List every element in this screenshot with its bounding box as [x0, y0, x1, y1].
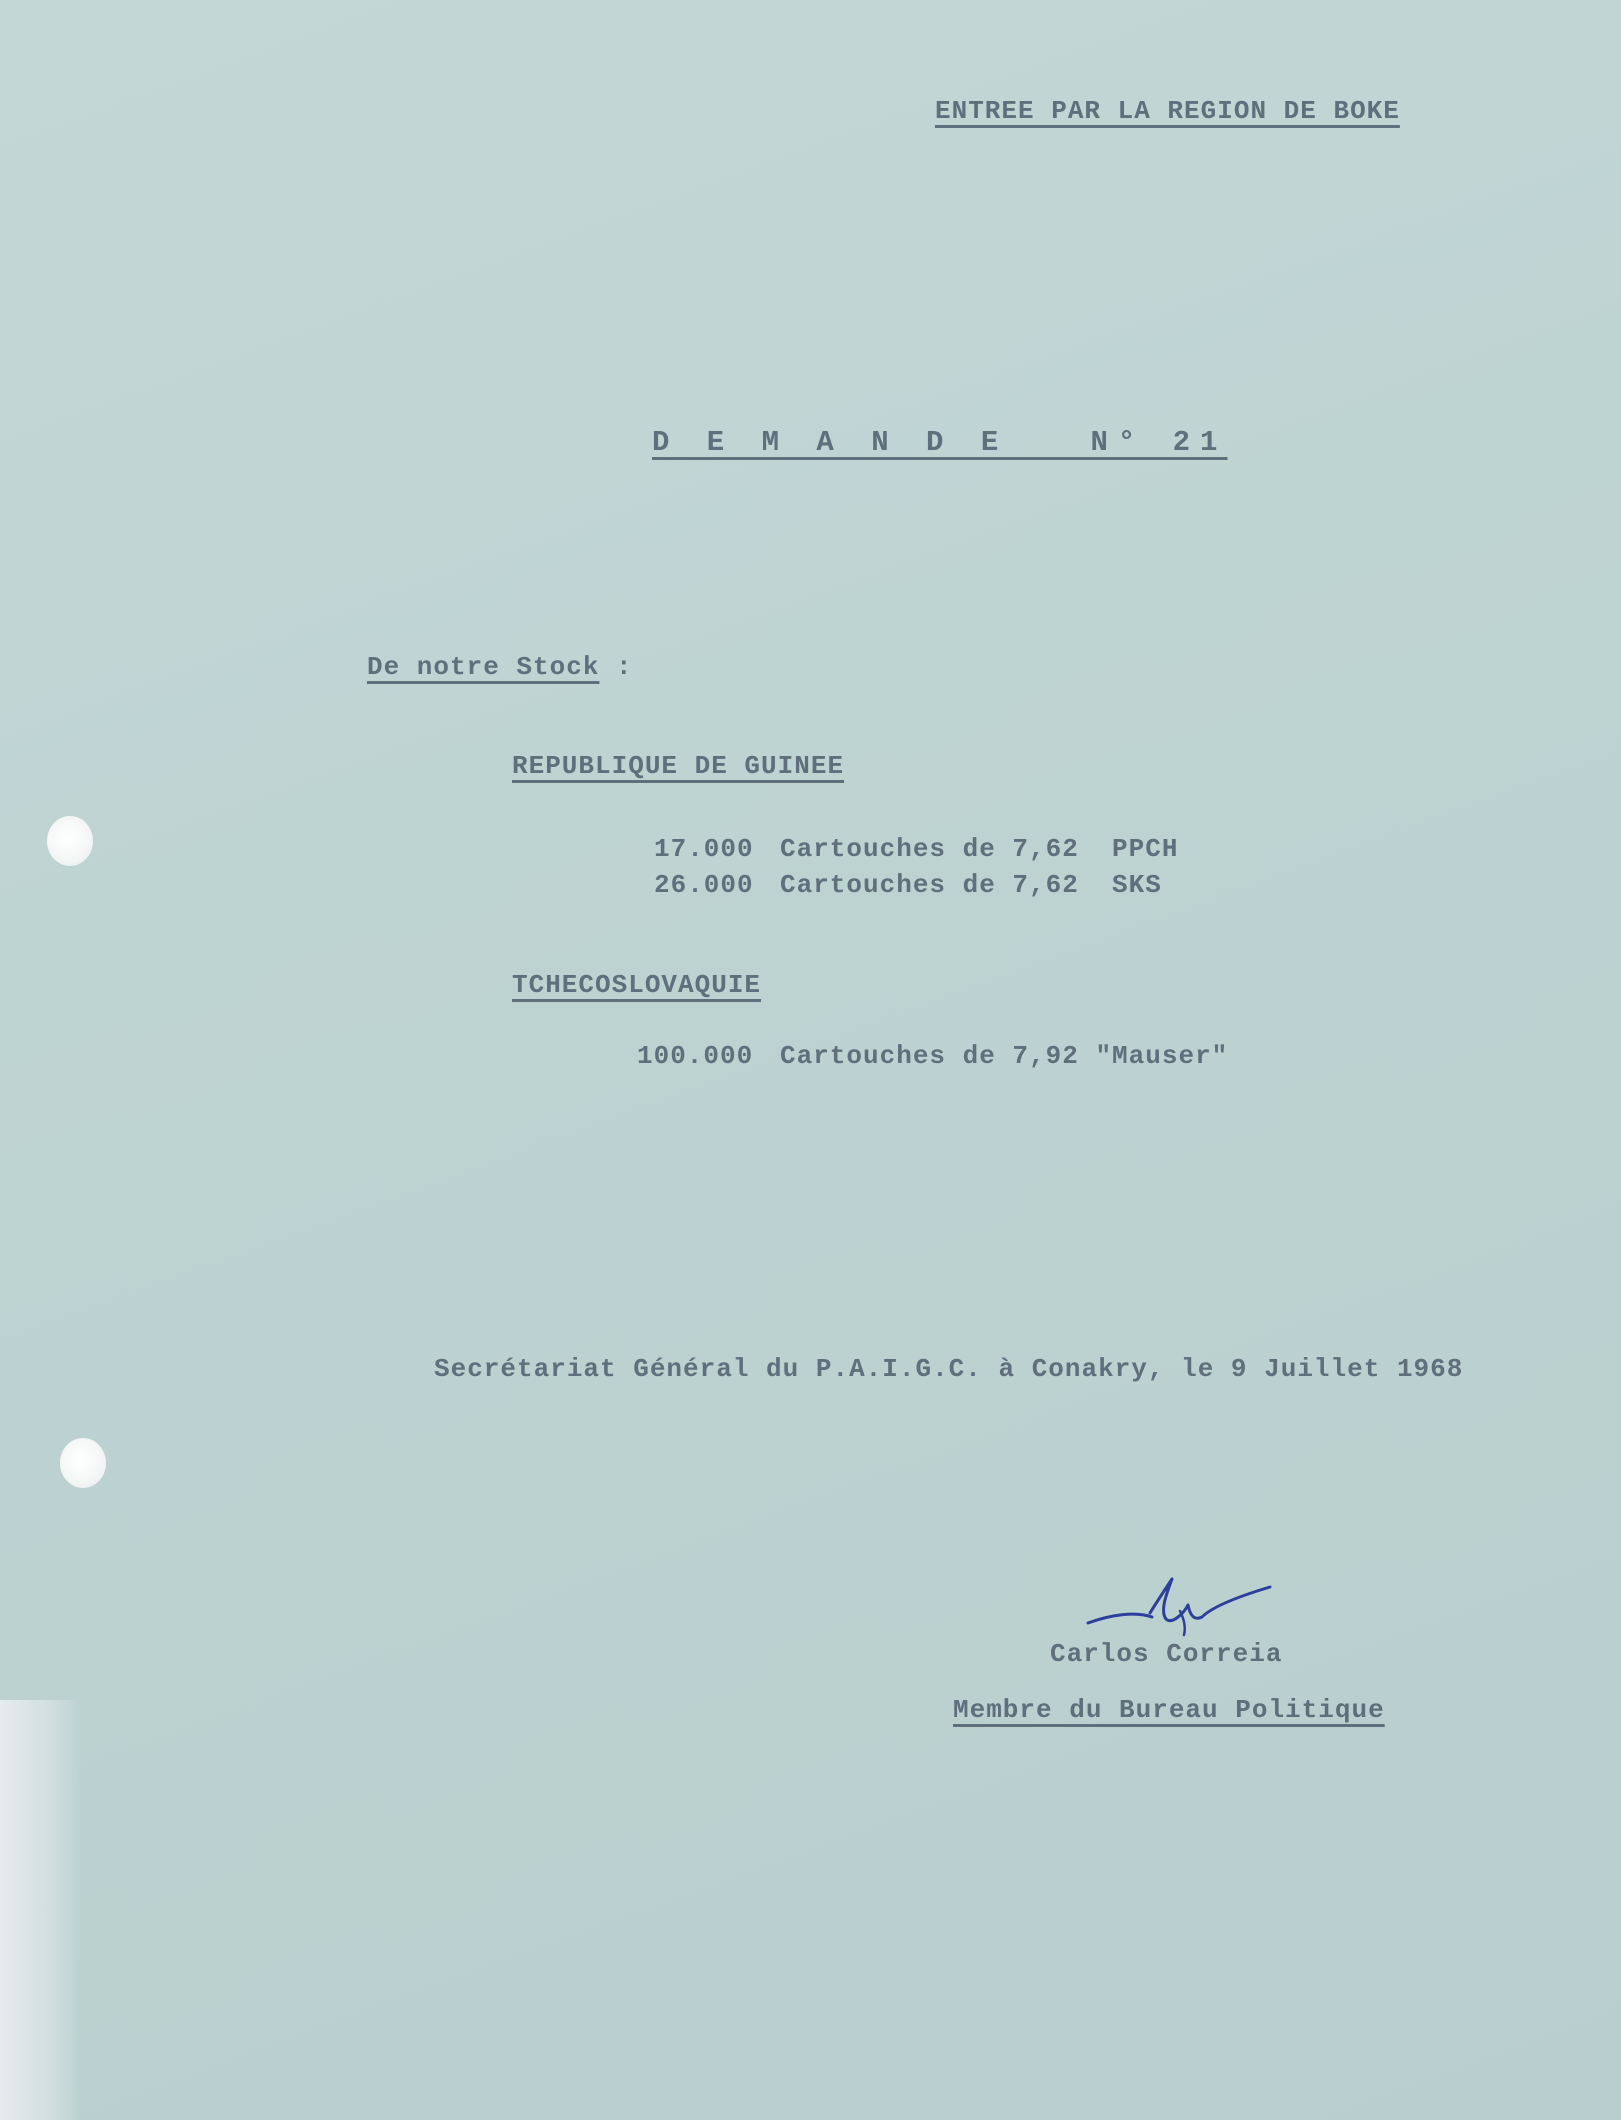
item-description: Cartouches de 7,92 "Mauser"	[780, 1041, 1229, 1071]
section-colon: :	[616, 652, 633, 682]
punch-hole-icon	[47, 816, 93, 866]
page-title: D E M A N D E N° 21	[652, 426, 1228, 459]
item-quantity: 26.000	[654, 870, 754, 900]
handwritten-signature-icon	[1080, 1575, 1280, 1645]
item-quantity: 100.000	[637, 1041, 754, 1071]
signatory-name: Carlos Correia	[1050, 1639, 1283, 1669]
section-heading	[367, 652, 633, 682]
item-description: Cartouches de 7,62 PPCH	[780, 834, 1179, 864]
header-entry-region: ENTREE PAR LA REGION DE BOKE	[935, 96, 1400, 126]
punch-hole-icon	[60, 1438, 106, 1488]
group-country: TCHECOSLOVAQUIE	[512, 970, 762, 1000]
item-quantity: 17.000	[654, 834, 754, 864]
group-country: REPUBLIQUE DE GUINEE	[512, 751, 845, 781]
item-description: Cartouches de 7,62 SKS	[780, 870, 1162, 900]
page-edge-shadow	[0, 1700, 80, 2120]
place-date-line: Secrétariat Général du P.A.I.G.C. à Conakry, le 9 Juillet 1968	[434, 1354, 1464, 1384]
signatory-title: Membre du Bureau Politique	[953, 1695, 1385, 1725]
section-label: De notre Stock	[367, 652, 600, 682]
